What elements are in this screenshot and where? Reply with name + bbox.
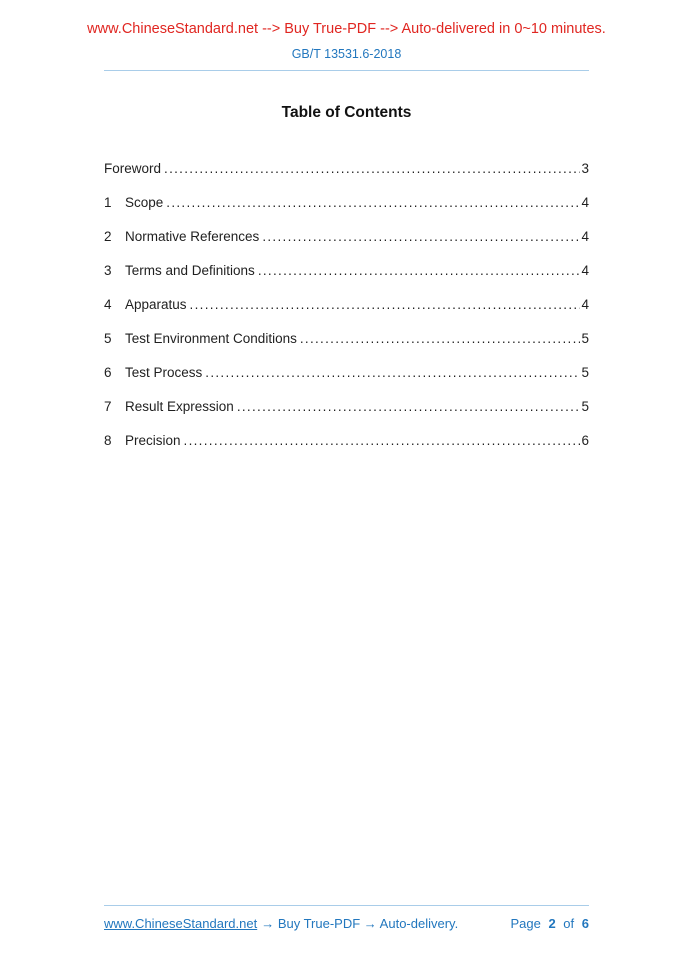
toc-entry-number: 1 [104,195,112,210]
toc-entry [104,264,589,278]
of-label: of [563,916,575,931]
standard-code: GB/T 13531.6-2018 [291,47,402,61]
toc-entry-label: Precision [125,433,181,448]
toc-entry-page: 4 [581,195,589,210]
toc-entry-number: 8 [104,433,112,448]
footer-divider [104,905,589,906]
table-of-contents [104,162,589,468]
toc-entry-number: 3 [104,263,112,278]
toc-entry-page: 4 [581,229,589,244]
toc-entry-number: 2 [104,229,112,244]
toc-entry-label: Foreword [104,161,162,176]
dot-leader [190,298,581,312]
toc-entry [104,196,589,210]
dot-leader [166,196,580,210]
toc-entry-page: 3 [581,161,589,176]
footer-link[interactable]: www.ChineseStandard.net [104,916,258,931]
toc-entry-number: 6 [104,365,112,380]
footer-tail-text: → Buy True-PDF → Auto-delivery. [261,916,459,931]
header-divider [104,70,589,71]
dot-leader [300,332,581,346]
toc-entry-page: 4 [581,263,589,278]
toc-entry-number: 4 [104,297,112,312]
page-current: 2 [548,916,556,931]
dot-leader [237,400,581,414]
toc-entry [104,298,589,312]
footer-promo [104,915,458,932]
toc-entry-page: 4 [581,297,589,312]
toc-entry-label: Normative References [125,229,260,244]
dot-leader [258,264,581,278]
toc-entry-number: 7 [104,399,112,414]
toc-entry-label: Test Process [125,365,203,380]
dot-leader [164,162,580,176]
toc-entry-page: 5 [581,365,589,380]
promo-banner: www.ChineseStandard.net --> Buy True-PDF --> Auto-delivered in 0~10 minutes. [87,21,606,37]
page-indicator [510,915,589,932]
dot-leader [205,366,580,380]
toc-entry [104,230,589,244]
toc-entry-label: Terms and Definitions [125,263,255,278]
page-label: Page [510,916,541,931]
page-title: Table of Contents [281,104,412,121]
toc-entry-page: 5 [581,399,589,414]
toc-entry [104,400,589,414]
page-total: 6 [581,916,589,931]
toc-entry-label: Apparatus [125,297,187,312]
toc-entry-label: Test Environment Conditions [125,331,297,346]
dot-leader [262,230,580,244]
toc-entry-number: 5 [104,331,112,346]
dot-leader [184,434,581,448]
toc-entry [104,162,589,176]
toc-entry [104,366,589,380]
page-footer [104,915,589,932]
toc-entry-page: 5 [581,331,589,346]
toc-entry-label: Scope [125,195,164,210]
toc-entry-label: Result Expression [125,399,234,414]
toc-entry [104,434,589,448]
toc-entry [104,332,589,346]
toc-entry-page: 6 [581,433,589,448]
